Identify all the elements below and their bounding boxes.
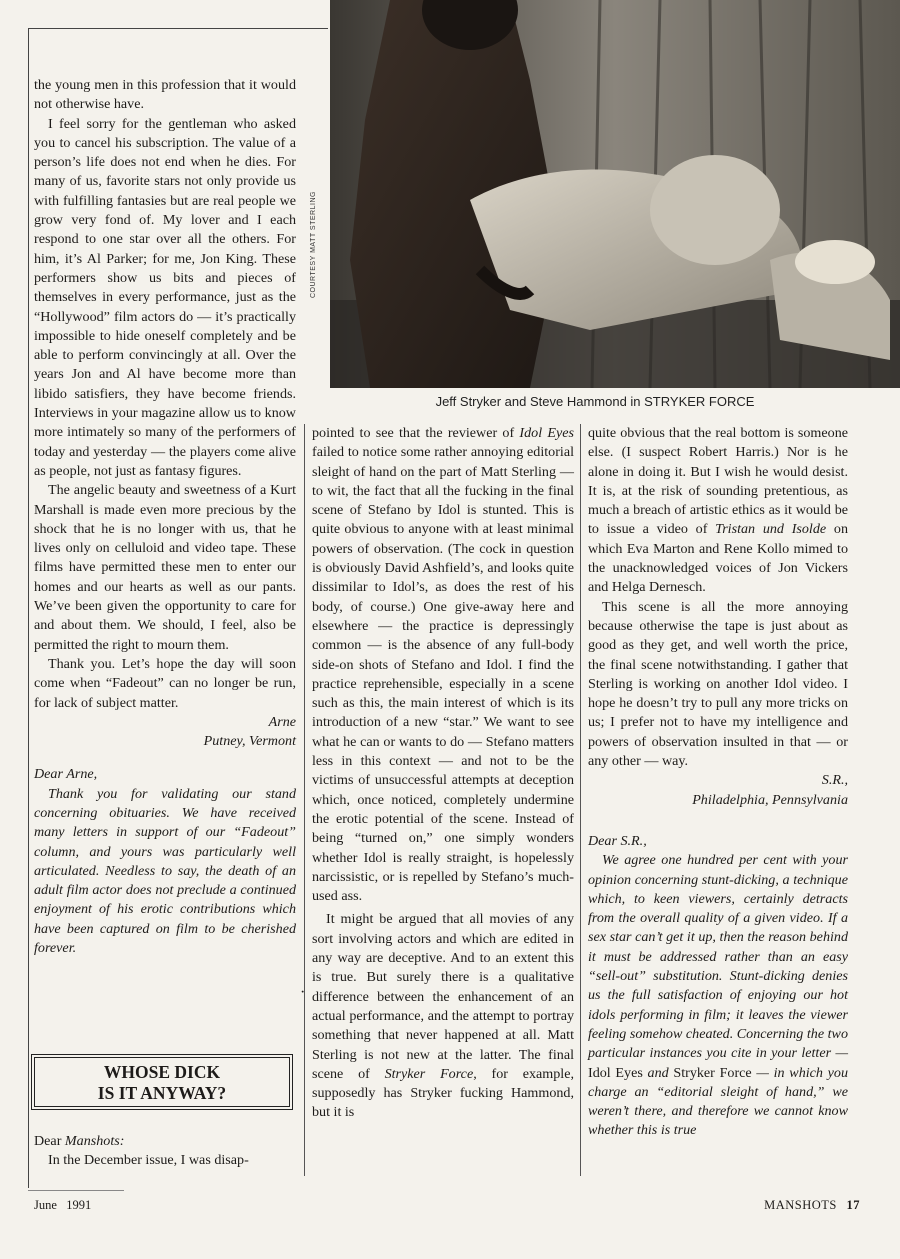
photo-illustration <box>330 0 900 388</box>
signature-name: Arne <box>268 713 296 730</box>
reply-salutation: Dear S.R., <box>588 832 647 849</box>
title-italic: Idol Eyes <box>519 425 574 441</box>
text-run: on which Eva Marton and Rene Kollo mimed to the unacknowledged voices of Jon Vickers and Helga Dernesch. <box>588 521 848 596</box>
paragraph: The angelic beauty and sweetness of a Kurt Marshall is made even more precious by the shock that he is no longer with us, that he lives only on celluloid and video tape. These films have permitted these men to enter our homes and our hearts as well as our pants. We’ve been given the opportunity to care for and about them. We should, I feel, also be permitted the right to mourn them. <box>34 482 296 653</box>
signature-place: Philadelphia, Pennsylvania <box>692 791 848 808</box>
title-roman: Stryker Force <box>673 1064 752 1081</box>
column-3 <box>588 424 848 1141</box>
paragraph: I feel sorry for the gentleman who asked you to cancel his subscription. The value of a person’s life does not end when he dies. For many of us, favorite stars not only provide us with fulfilling fantasies but are real people we grow very fond of. My lover and I each respond to one star over all the others. For him, it’s Al Parker; for me, Jon King. These performers show us bits and pieces of themselves in every performance, just as the “Hollywood” film actors do — it’s practically impossible to hide oneself completely and be able to perform convincingly at all. Over the years Jon and Al have become more than libido satisfiers, they have become friends. Interviews in your magazine allow us to know more intimately so many of the performers of today and yesterday — the players come alive as people, not just as fantasy figures. <box>34 115 296 479</box>
text-run: It might be argued that all movies of any sort involving actors and which are edited in any way are deceptive. And to an extent this is true. But surely there is a qualitative difference between the enhancement of an actual performance, and the attempt to portray something that never happened at all. Matt Sterling is not new at the latter. The final scene of <box>312 911 574 1082</box>
footer-date: June 1991 <box>34 1198 92 1212</box>
text-run: , for example, supposedly has Stryker fucking Hammond, but it is <box>312 1065 574 1121</box>
column-divider <box>304 424 305 1176</box>
column-divider <box>580 424 581 1176</box>
photo-credit: COURTESY MATT STERLING <box>310 191 317 299</box>
heading-line-1: WHOSE DICK <box>103 1062 221 1082</box>
signature-place: Putney, Vermont <box>203 733 296 750</box>
text-run: quite obvious that the real bottom is someone else. (I suspect Robert Harris.) Nor is he alone in doing it. But I wish he would desist. It is, at the risk of sounding pretentious, as much a breach of artistic ethics as it would be to issue a video of <box>588 425 848 538</box>
paragraph <box>312 910 574 1122</box>
stryker-force-photo <box>330 0 900 388</box>
magazine-name: MANSHOTS <box>764 1198 837 1212</box>
editor-reply <box>588 851 848 1140</box>
stray-mark: · <box>300 984 306 1001</box>
footer-folio <box>764 1198 860 1213</box>
text-run: failed to notice some rather annoying editorial sleight of hand on the part of Matt Sterling — to wit, the fact that all the fucking in the final scene of Stefano by Idol is stunted. This is quite obvious to anyone with at least minimal powers of observation. (The cock in question is obviously David Ashfield’s, and looks quite dissimilar to Idol’s, as does the rest of his body, of course.) One give-away here and elsewhere — the practice is depressingly common — is the absence of any full-body side-on shots of Stefano and Idol. I find the practice reprehensible, especially in a scene such as this, the main interest of which is its introduction of a new “star.” We want to see what he can or wants to do — Stefano matters less in this context — and not to be the victims of unsuccessful attempts at deception which, once noticed, completely undermine the erotic potential of the scene. Instead of being “turned on,” one simply wonders whether Idol is really straight, is hopelessly narcissistic, or is repelled by Stefano’s much-used ass. <box>312 444 574 905</box>
column-1-letter-start <box>34 1132 296 1171</box>
signature-name: S.R., <box>821 772 848 789</box>
paragraph: Thank you. Let’s hope the day will soon come when “Fadeout” can no longer be run, for lack of subject matter. <box>34 655 296 711</box>
reply-salutation: Dear Arne, <box>34 766 98 783</box>
title-italic: Tristan und Isolde <box>715 521 827 538</box>
greeting-prefix: Dear <box>34 1133 65 1149</box>
footer-rule <box>28 1190 124 1191</box>
photo-caption: Jeff Stryker and Steve Hammond in STRYKER FORCE <box>435 394 755 409</box>
text-run: We agree one hundred per cent with your opinion concerning stunt-dicking, a technique which, to keen viewers, certainly detracts from the overall quality of a given video. If a sex star can’t get it up, then the reason behind it must be addressed rather than an easy “sell-out” substitution. Stunt-dicking denies us the full satisfaction of enjoying our hot idols performing in film; it leaves the viewer feeling somehow cheated. Concerning the two particular instances you cite in your letter — <box>588 852 848 1062</box>
paragraph: This scene is all the more annoying because otherwise the tape is just about as good as they get, and well worth the price, the final scene notwithstanding. I gather that Sterling is working on another Idol video. I hope he doesn’t try to pull any more tricks on us; I prefer not to have my intelligence and powers of observation insulted in that — or any other — way. <box>588 598 848 770</box>
text-run: — in which you charge an “editorial sleight of hand,” we weren’t there, and therefore we cannot know whether this is true <box>588 1064 849 1139</box>
greeting-name: Manshots: <box>64 1133 125 1149</box>
page-number: 17 <box>846 1198 860 1212</box>
paragraph <box>588 424 848 598</box>
letter-greeting <box>34 1132 296 1151</box>
text-run: pointed to see that the reviewer of <box>312 425 520 441</box>
editor-reply: Thank you for validating our stand concerning obituaries. We have received many letters in support of our “Fadeout” column, and yours was particularly well articulated. Needless to say, the death of an adult film actor does not preclude a continued enjoyment of his erotic contributions which have been captured on film to be cherished forever. <box>34 785 296 957</box>
column-2 <box>312 424 574 1123</box>
column-1 <box>34 76 296 958</box>
frame-top-rule <box>28 28 328 29</box>
frame-left-rule <box>28 28 29 1188</box>
text-run: and <box>642 1064 674 1081</box>
title-italic: Stryker Force <box>384 1065 474 1082</box>
title-roman: Idol Eyes <box>588 1064 643 1081</box>
paragraph: In the December issue, I was disap- <box>48 1152 249 1169</box>
heading-line-2: IS IT ANYWAY? <box>97 1083 227 1103</box>
paragraph <box>312 424 574 906</box>
section-heading-box <box>34 1057 290 1107</box>
paragraph: the young men in this profession that it would not otherwise have. <box>34 77 296 113</box>
